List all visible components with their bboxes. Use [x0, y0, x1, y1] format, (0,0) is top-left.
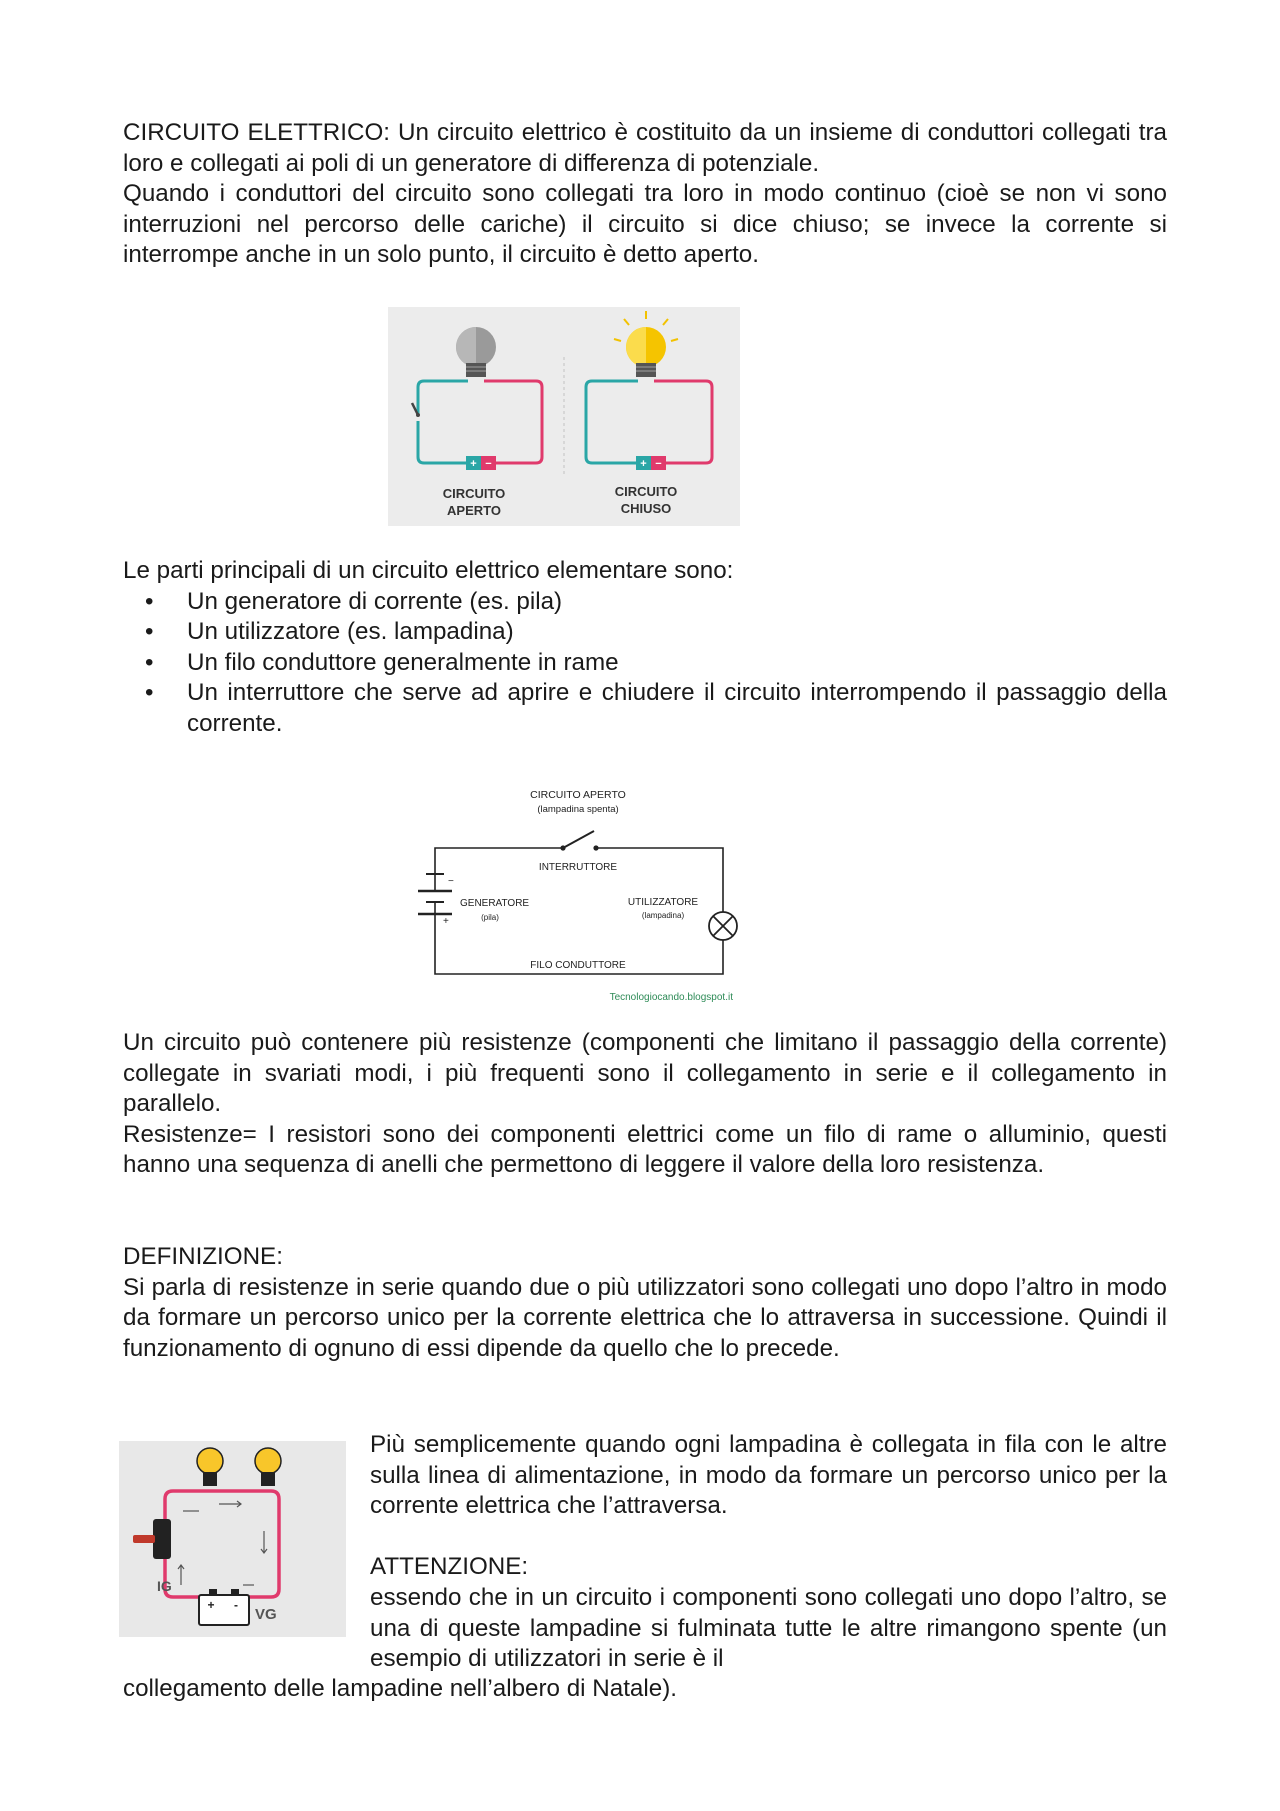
svg-text:+: +	[470, 458, 477, 470]
series-circuit-figure	[119, 1441, 346, 1637]
resistances-paragraph-1: Un circuito può contenere più resistenze (componenti che limitano il passaggio della corrente) collegate in svariati modi, i più frequenti sono il collegamento in serie e il collegamento in parallelo.	[123, 1029, 1167, 1118]
closed-circuit-label-2: CHIUSO	[620, 501, 672, 516]
series-simple-text: Più semplicemente quando ogni lampadina è collegata in fila con le altre sulla linea di alimentazione, in modo da formare un percorso unico per la corrente elettrica che l’attraversa.	[370, 1431, 1167, 1520]
switch-label: INTERRUTTORE	[538, 862, 618, 873]
list-item: • Un generatore di corrente (es. pila)	[123, 587, 1167, 618]
svg-text:−: −	[448, 876, 454, 887]
attention-heading: ATTENZIONE:	[370, 1553, 529, 1581]
battery-icon	[636, 456, 666, 470]
open-closed-circuit-figure	[388, 307, 740, 526]
bullet: •	[145, 587, 154, 615]
svg-text:+: +	[640, 458, 647, 470]
list-item: • Un filo conduttore generalmente in rame	[123, 648, 1167, 679]
intro-paragraph-1: CIRCUITO ELETTRICO: Un circuito elettrico è costituito da un insieme di conduttori collegati tra loro e collegati ai poli di un generatore di differenza di potenziale.	[123, 119, 1167, 177]
bullet: •	[145, 679, 154, 707]
closed-circuit-label-1: CIRCUITO	[614, 484, 678, 499]
parts-list	[123, 587, 1167, 740]
bullet: •	[145, 648, 154, 676]
current-label: IG	[157, 1578, 172, 1594]
bulb-icon	[197, 1448, 223, 1486]
svg-text:−: −	[485, 458, 492, 470]
open-circuit-diagram	[412, 327, 542, 518]
list-item: • Un utilizzatore (es. lampadina)	[123, 617, 1167, 648]
open-circuit-label-2: APERTO	[447, 503, 501, 518]
lamp-symbol-icon	[709, 912, 737, 940]
schematic-title: CIRCUITO APERTO	[530, 790, 626, 801]
open-circuit-label-1: CIRCUITO	[442, 486, 506, 501]
closed-circuit-diagram	[586, 311, 712, 516]
definition-heading: DEFINIZIONE:	[123, 1243, 283, 1270]
load-label: UTILIZZATORE	[627, 897, 699, 908]
intro-section	[123, 118, 1167, 271]
intro-paragraph-2: Quando i conduttori del circuito sono collegati tra loro in modo continuo (cioè se non vi sono interruzioni nel percorso delle cariche) il circuito si dice chiuso; se invece la corrente si interrompe anche in un solo punto, il circuito è detto aperto.	[123, 180, 1167, 269]
schematic-subtitle: (lampadina spenta)	[537, 804, 619, 815]
wire-label: FILO CONDUTTORE	[530, 960, 626, 971]
bulb-off-icon	[456, 327, 496, 377]
load-sublabel: (lampadina)	[641, 911, 685, 920]
svg-text:-: -	[234, 1598, 238, 1612]
svg-text:+: +	[207, 1598, 215, 1612]
circuit-schematic-figure	[398, 790, 768, 1008]
svg-text:−: −	[655, 458, 662, 470]
parts-section	[123, 556, 1167, 740]
toggle-switch-icon	[133, 1519, 171, 1559]
list-item: • Un interruttore che serve ad aprire e chiudere il circuito interrompendo il passaggio della corrente.	[145, 679, 1167, 737]
attention-text-last-line: collegamento delle lampadine nell’albero di Natale).	[123, 1675, 677, 1702]
bulb-icon	[255, 1448, 281, 1486]
resistances-section	[123, 1028, 1167, 1181]
switch-icon	[560, 831, 598, 851]
resistances-paragraph-2: Resistenze= I resistori sono dei componenti elettrici come un filo di rame o alluminio, questi hanno una sequenza di anelli che permettono di leggere il valore della loro resistenza.	[123, 1120, 1167, 1179]
series-section	[370, 1430, 1167, 1675]
attention-text: essendo che in un circuito i componenti sono collegati uno dopo l’altro, se una di queste lampadine si fulminata tutte le altre rimangono spente (un esempio di utilizzatori in serie è il	[370, 1583, 1167, 1673]
definition-section	[123, 1242, 1167, 1364]
parts-heading: Le parti principali di un circuito elettrico elementare sono:	[123, 557, 734, 584]
definition-text: Si parla di resistenze in serie quando due o più utilizzatori sono collegati uno dopo l’altro in modo da formare un percorso unico per la corrente elettrica che lo attraversa in successione. Quindi il funzionamento di ognuno di essi dipende da quello che lo precede.	[123, 1273, 1167, 1362]
generator-label: GENERATORE	[460, 898, 530, 909]
battery-icon	[466, 456, 496, 470]
battery-icon	[199, 1589, 249, 1625]
credit-text: Tecnologiocando.blogspot.it	[609, 992, 733, 1003]
bulb-on-icon	[626, 327, 666, 377]
svg-text:+: +	[443, 916, 449, 927]
generator-sublabel: (pila)	[481, 913, 499, 922]
bullet: •	[145, 618, 154, 646]
voltage-label: VG	[255, 1606, 277, 1623]
battery-symbol-icon	[418, 874, 454, 927]
